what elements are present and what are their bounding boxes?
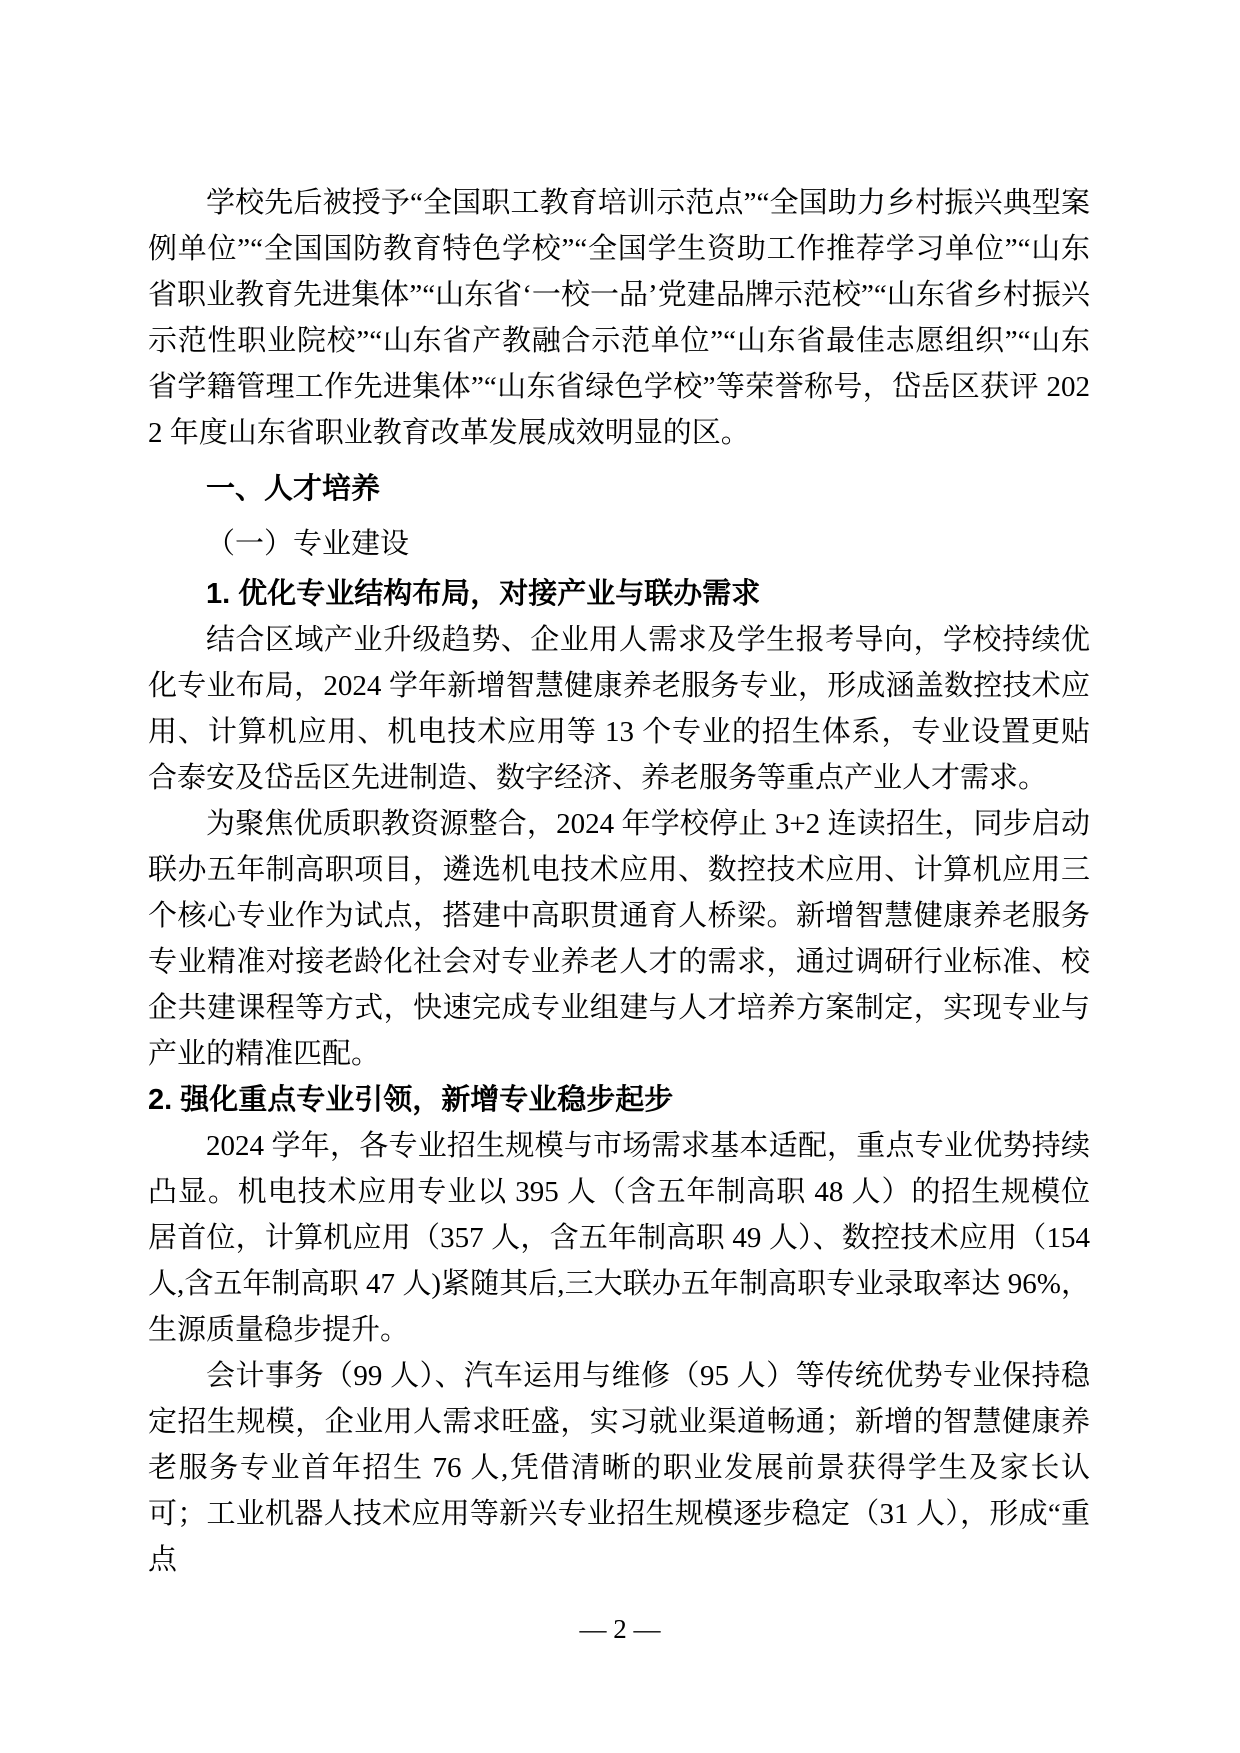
paragraph-enrollment-2024: 2024 学年，各专业招生规模与市场需求基本适配，重点专业优势持续凸显。机电技术应用专业以 395 人（含五年制高职 48 人）的招生规模位居首位，计算机应用（357 人，含五年制高职 49 人）、数控技术应用（154 人,含五年制高职 47 人)紧随其后,三大联办五年制高职专业录取率达 96%，生源质量稳步提升。 (148, 1130, 1090, 1346)
subsection-heading-specialty-construction: （一）专业建设 (206, 528, 410, 560)
paragraph-higher-vocational: 为聚焦优质职教资源整合，2024 年学校停止 3+2 连读招生，同步启动联办五年制高职项目，遴选机电技术应用、数控技术应用、计算机应用三个核心专业作为试点，搭建中高职贯通育人桥梁。新增智慧健康养老服务专业精准对接老龄化社会对专业养老人才的需求，通过调研行业标准、校企共建课程等方式，快速完成专业组建与人才培养方案制定，实现专业与产业的精准匹配。 (148, 808, 1090, 1070)
numbered-heading-2: 2. 强化重点专业引领，新增专业稳步起步 (148, 1084, 674, 1116)
numbered-heading-1: 1. 优化专业结构布局，对接产业与联办需求 (206, 578, 761, 610)
paragraph-specialty-layout: 结合区域产业升级趋势、企业用人需求及学生报考导向，学校持续优化专业布局，2024 学年新增智慧健康养老服务专业，形成涵盖数控技术应用、计算机应用、机电技术应用等 13 个专业的招生体系，专业设置更贴合泰安及岱岳区先进制造、数字经济、养老服务等重点产业人才需求。 (148, 624, 1090, 794)
page-number: — 2 — (579, 1614, 661, 1644)
paragraph-honors: 学校先后被授予“全国职工教育培训示范点”“全国助力乡村振兴典型案例单位”“全国国防教育特色学校”“全国学生资助工作推荐学习单位”“山东省职业教育先进集体”“山东省‘一校一品’党建品牌示范校”“山东省乡村振兴示范性职业院校”“山东省产教融合示范单位”“山东省最佳志愿组织”“山东省学籍管理工作先进集体”“山东省绿色学校”等荣誉称号，岱岳区获评 2022 年度山东省职业教育改革发展成效明显的区。 (148, 187, 1090, 449)
section-heading-talent-cultivation: 一、人才培养 (206, 473, 381, 505)
paragraph-traditional-majors: 会计事务（99 人）、汽车运用与维修（95 人）等传统优势专业保持稳定招生规模，企业用人需求旺盛，实习就业渠道畅通；新增的智慧健康养老服务专业首年招生 76 人,凭借清晰的职业发展前景获得学生及家长认可；工业机器人技术应用等新兴专业招生规模逐步稳定（31 人），形成“重点 (148, 1360, 1090, 1576)
